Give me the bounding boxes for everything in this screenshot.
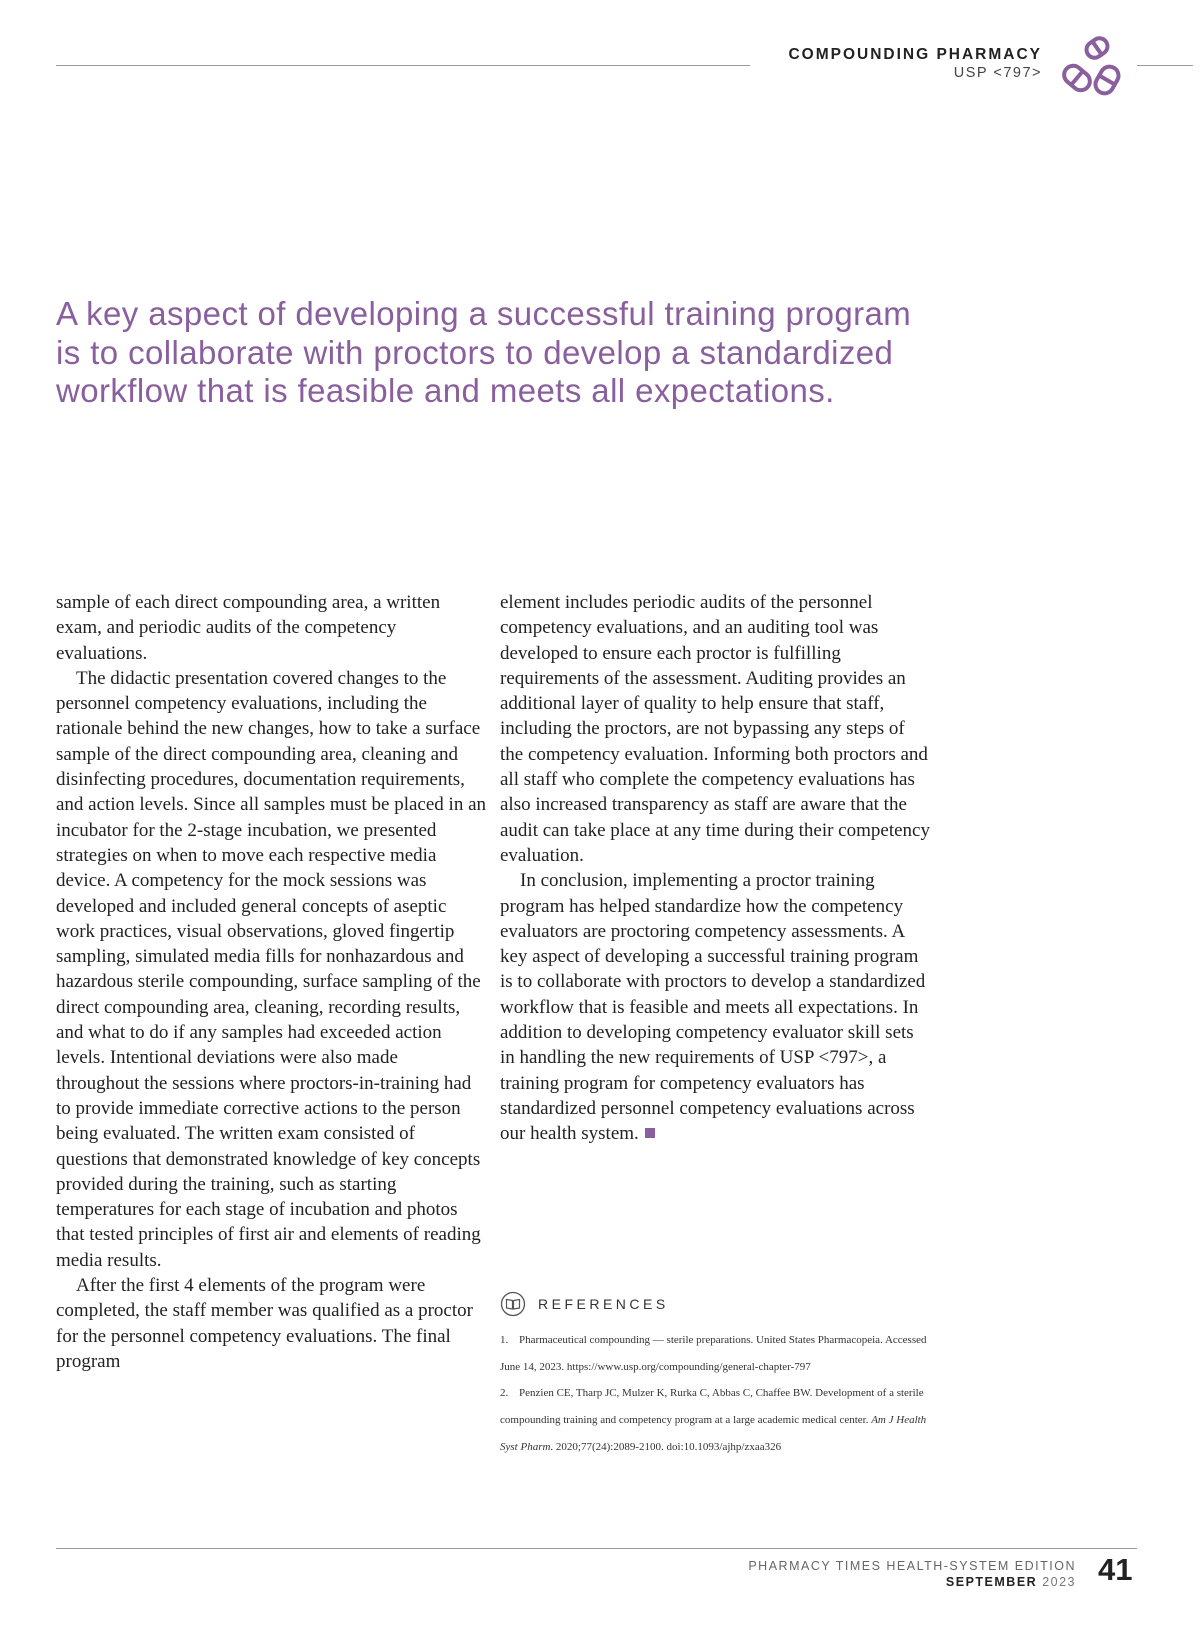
issue-year: 2023 [1042, 1575, 1076, 1589]
pill-capsules-icon [1055, 30, 1130, 105]
issue-date [748, 1574, 1076, 1590]
references-header [500, 1289, 930, 1319]
right-paragraph-2 [500, 868, 930, 1146]
reference-item [500, 1380, 930, 1460]
pull-quote: A key aspect of developing a successful training program is to collaborate with proctors to develop a standardized workflow that is feasible and meets all expectations. [56, 295, 912, 409]
footer [748, 1558, 1076, 1590]
right-column [500, 590, 930, 1147]
footer-rule [56, 1548, 1137, 1549]
header-rule-left [56, 65, 750, 66]
references-title: REFERENCES [538, 1296, 669, 1312]
reference-text: Penzien CE, Tharp JC, Mulzer K, Rurka C, Abbas C, Chaffee BW. Development of a sterile compounding training and competency program at a large academic medical center. [500, 1387, 924, 1427]
book-icon [500, 1291, 526, 1317]
reference-journal: Am J Health Syst Pharm [500, 1414, 927, 1453]
section-title: COMPOUNDING PHARMACY [788, 46, 1042, 63]
right-paragraph-2-text: In conclusion, implementing a proctor training program has helped standardize how the competency evaluators are proctoring competency assessments. A key aspect of developing a successful training program is to collaborate with proctors to develop a standardized workflow that is feasible and meets all expectations. In addition to developing competency evaluator skill sets in handling the new requirements of USP <797>, a training program for competency evaluators has standardized personnel competency evaluations across our health system. [500, 870, 926, 1145]
references-section [500, 1289, 930, 1461]
end-of-article-mark [645, 1128, 655, 1138]
page-number: 41 [1098, 1552, 1133, 1587]
left-paragraph-1: sample of each direct compounding area, a written exam, and periodic audits of the competency evaluations. [56, 592, 441, 664]
reference-item [500, 1327, 930, 1380]
section-header [788, 46, 1042, 82]
header-rule-right [1137, 65, 1193, 66]
left-paragraph-2: The didactic presentation covered changes to the personnel competency evaluations, including the rationale behind the new changes, how to take a surface sample of the direct compounding area, cleaning and disinfecting procedures, documentation requirements, and action levels. Since all samples must be placed in an incubator for the 2-stage incubation, we presented strategies on when to move each respective media device. A competency for the mock sessions was developed and included general concepts of aseptic work practices, visual observations, gloved fingertip sampling, simulated media fills for nonhazardous and hazardous sterile compounding, surface sampling of the direct compounding area, cleaning, recording results, and what to do if any samples had exceeded action levels. Intentional deviations were also made throughout the sessions where proctors-in-training had to provide immediate corrective actions to the person being evaluated. The written exam consisted of questions that demonstrated knowledge of key concepts provided during the training, such as starting temperatures for each stage of incubation and photos that tested principles of first air and elements of reading media results. [56, 667, 487, 1271]
issue-month: SEPTEMBER [945, 1575, 1038, 1589]
left-column [56, 590, 486, 1374]
publication-name: PHARMACY TIMES HEALTH-SYSTEM EDITION [748, 1559, 1076, 1573]
right-paragraph-1: element includes periodic audits of the personnel competency evaluations, and an auditing tool was developed to ensure each proctor is fulfilling requirements of the assessment. Auditing provides an additional layer of quality to help ensure that staff, including the proctors, are not bypassing any steps of the competency evaluation. Informing both proctors and all staff who complete the competency evaluations has also increased transparency as staff are aware that the audit can take place at any time during their competency evaluation. [500, 592, 930, 866]
left-paragraph-3: After the first 4 elements of the program were completed, the staff member was qualified as a proctor for the personnel competency evaluations. The final program [56, 1275, 473, 1372]
section-subtitle: USP <797> [953, 65, 1042, 81]
reference-text-end: . 2020;77(24):2089-2100. doi:10.1093/ajhp/zxaa326 [550, 1440, 782, 1453]
reference-number: 1. [500, 1334, 509, 1346]
references-list [500, 1327, 930, 1461]
reference-number: 2. [500, 1387, 509, 1400]
reference-text: Pharmaceutical compounding — sterile preparations. United States Pharmacopeia. Accessed June 14, 2023. https://www.usp.org/compounding/general-chapter-797 [500, 1334, 927, 1373]
